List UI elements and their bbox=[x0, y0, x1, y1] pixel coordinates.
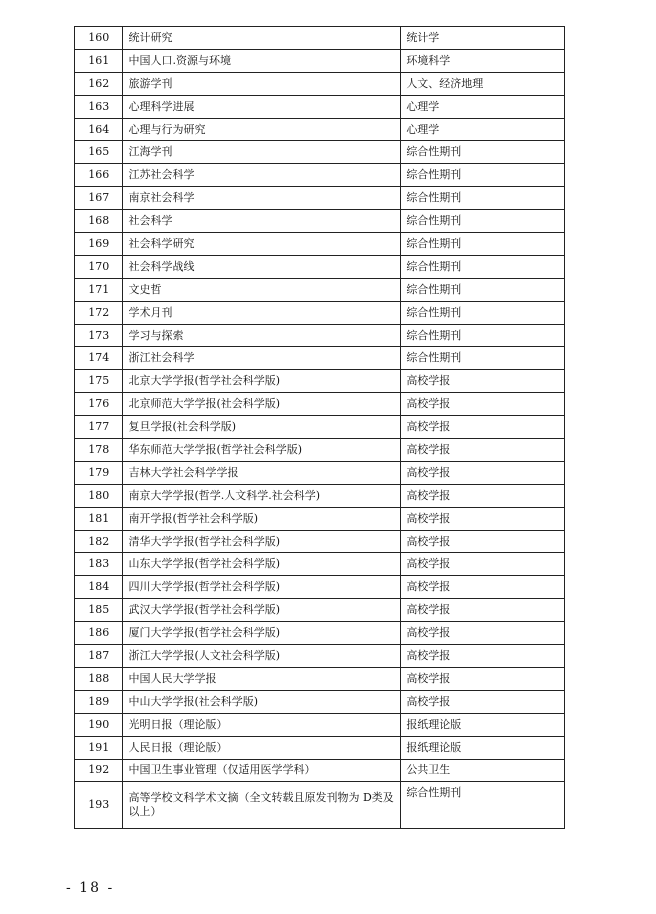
journal-name: 浙江大学学报(人文社会科学版) bbox=[123, 645, 401, 668]
journal-name: 南开学报(哲学社会科学版) bbox=[123, 507, 401, 530]
journal-name: 统计研究 bbox=[123, 27, 401, 50]
journal-name: 人民日报（理论版） bbox=[123, 736, 401, 759]
row-number: 174 bbox=[75, 347, 123, 370]
journal-name: 社会科学 bbox=[123, 210, 401, 233]
row-number: 185 bbox=[75, 599, 123, 622]
row-number: 172 bbox=[75, 301, 123, 324]
row-number: 173 bbox=[75, 324, 123, 347]
journal-category: 高校学报 bbox=[401, 530, 565, 553]
row-number: 171 bbox=[75, 278, 123, 301]
row-number: 181 bbox=[75, 507, 123, 530]
journal-category: 综合性期刊 bbox=[401, 347, 565, 370]
journal-name: 四川大学学报(哲学社会科学版) bbox=[123, 576, 401, 599]
journal-name: 吉林大学社会科学学报 bbox=[123, 461, 401, 484]
journal-category: 综合性期刊 bbox=[401, 255, 565, 278]
journal-name: 江苏社会科学 bbox=[123, 164, 401, 187]
journal-name: 北京师范大学学报(社会科学版) bbox=[123, 393, 401, 416]
table-row bbox=[75, 301, 565, 324]
journal-name: 学习与探索 bbox=[123, 324, 401, 347]
row-number: 179 bbox=[75, 461, 123, 484]
journal-name: 复旦学报(社会科学版) bbox=[123, 416, 401, 439]
journal-category: 报纸理论版 bbox=[401, 736, 565, 759]
journal-name: 中国人口.资源与环境 bbox=[123, 49, 401, 72]
table-row bbox=[75, 484, 565, 507]
table-row bbox=[75, 782, 565, 829]
journal-category: 公共卫生 bbox=[401, 759, 565, 782]
row-number: 160 bbox=[75, 27, 123, 50]
journal-name: 旅游学刊 bbox=[123, 72, 401, 95]
journal-name: 心理与行为研究 bbox=[123, 118, 401, 141]
journal-name: 文史哲 bbox=[123, 278, 401, 301]
table-row bbox=[75, 324, 565, 347]
journal-name: 浙江社会科学 bbox=[123, 347, 401, 370]
journal-category: 人文、经济地理 bbox=[401, 72, 565, 95]
table-row bbox=[75, 690, 565, 713]
row-number: 166 bbox=[75, 164, 123, 187]
row-number: 190 bbox=[75, 713, 123, 736]
journal-category: 综合性期刊 bbox=[401, 278, 565, 301]
journal-category: 综合性期刊 bbox=[401, 210, 565, 233]
journal-category: 综合性期刊 bbox=[401, 164, 565, 187]
row-number: 162 bbox=[75, 72, 123, 95]
row-number: 177 bbox=[75, 416, 123, 439]
journal-category: 环境科学 bbox=[401, 49, 565, 72]
journal-table-body bbox=[75, 27, 565, 829]
journal-name: 心理科学进展 bbox=[123, 95, 401, 118]
row-number: 188 bbox=[75, 667, 123, 690]
table-row bbox=[75, 736, 565, 759]
table-row bbox=[75, 164, 565, 187]
row-number: 191 bbox=[75, 736, 123, 759]
row-number: 169 bbox=[75, 233, 123, 256]
table-row bbox=[75, 576, 565, 599]
row-number: 167 bbox=[75, 187, 123, 210]
row-number: 178 bbox=[75, 439, 123, 462]
journal-name: 厦门大学学报(哲学社会科学版) bbox=[123, 622, 401, 645]
journal-category: 高校学报 bbox=[401, 599, 565, 622]
journal-name: 南京社会科学 bbox=[123, 187, 401, 210]
table-row bbox=[75, 95, 565, 118]
table-row bbox=[75, 759, 565, 782]
table-row bbox=[75, 370, 565, 393]
table-row bbox=[75, 187, 565, 210]
row-number: 183 bbox=[75, 553, 123, 576]
journal-category: 综合性期刊 bbox=[401, 187, 565, 210]
journal-category: 高校学报 bbox=[401, 439, 565, 462]
table-row bbox=[75, 49, 565, 72]
row-number: 193 bbox=[75, 782, 123, 829]
table-row bbox=[75, 72, 565, 95]
journal-category: 高校学报 bbox=[401, 393, 565, 416]
journal-name: 清华大学学报(哲学社会科学版) bbox=[123, 530, 401, 553]
journal-table bbox=[74, 26, 565, 829]
row-number: 176 bbox=[75, 393, 123, 416]
row-number: 187 bbox=[75, 645, 123, 668]
journal-name: 华东师范大学学报(哲学社会科学版) bbox=[123, 439, 401, 462]
journal-category: 心理学 bbox=[401, 118, 565, 141]
table-row bbox=[75, 507, 565, 530]
row-number: 186 bbox=[75, 622, 123, 645]
journal-category: 高校学报 bbox=[401, 645, 565, 668]
journal-category: 高校学报 bbox=[401, 667, 565, 690]
journal-name: 江海学刊 bbox=[123, 141, 401, 164]
table-row bbox=[75, 553, 565, 576]
journal-name: 北京大学学报(哲学社会科学版) bbox=[123, 370, 401, 393]
journal-category: 高校学报 bbox=[401, 690, 565, 713]
row-number: 184 bbox=[75, 576, 123, 599]
journal-name: 山东大学学报(哲学社会科学版) bbox=[123, 553, 401, 576]
journal-category: 高校学报 bbox=[401, 576, 565, 599]
table-row bbox=[75, 416, 565, 439]
journal-category: 高校学报 bbox=[401, 484, 565, 507]
journal-name: 社会科学研究 bbox=[123, 233, 401, 256]
row-number: 164 bbox=[75, 118, 123, 141]
row-number: 175 bbox=[75, 370, 123, 393]
table-row bbox=[75, 233, 565, 256]
table-row bbox=[75, 210, 565, 233]
row-number: 182 bbox=[75, 530, 123, 553]
row-number: 180 bbox=[75, 484, 123, 507]
table-row bbox=[75, 278, 565, 301]
journal-category: 综合性期刊 bbox=[401, 324, 565, 347]
page-number: - 18 - bbox=[66, 880, 115, 896]
journal-category: 高校学报 bbox=[401, 416, 565, 439]
journal-name: 中国卫生事业管理（仅适用医学学科） bbox=[123, 759, 401, 782]
table-row bbox=[75, 645, 565, 668]
table-row bbox=[75, 141, 565, 164]
journal-name: 武汉大学学报(哲学社会科学版) bbox=[123, 599, 401, 622]
journal-name: 中国人民大学学报 bbox=[123, 667, 401, 690]
row-number: 163 bbox=[75, 95, 123, 118]
table-row bbox=[75, 118, 565, 141]
row-number: 161 bbox=[75, 49, 123, 72]
table-row bbox=[75, 713, 565, 736]
row-number: 170 bbox=[75, 255, 123, 278]
row-number: 168 bbox=[75, 210, 123, 233]
journal-category: 心理学 bbox=[401, 95, 565, 118]
table-row bbox=[75, 27, 565, 50]
journal-name: 中山大学学报(社会科学版) bbox=[123, 690, 401, 713]
journal-name: 光明日报（理论版） bbox=[123, 713, 401, 736]
journal-category: 高校学报 bbox=[401, 553, 565, 576]
table-row bbox=[75, 393, 565, 416]
table-row bbox=[75, 255, 565, 278]
row-number: 192 bbox=[75, 759, 123, 782]
journal-category: 报纸理论版 bbox=[401, 713, 565, 736]
row-number: 189 bbox=[75, 690, 123, 713]
journal-category: 高校学报 bbox=[401, 622, 565, 645]
row-number: 165 bbox=[75, 141, 123, 164]
journal-name: 社会科学战线 bbox=[123, 255, 401, 278]
table-row bbox=[75, 439, 565, 462]
journal-category: 高校学报 bbox=[401, 461, 565, 484]
table-row bbox=[75, 530, 565, 553]
journal-category: 高校学报 bbox=[401, 507, 565, 530]
journal-category: 高校学报 bbox=[401, 370, 565, 393]
table-row bbox=[75, 347, 565, 370]
table-row bbox=[75, 622, 565, 645]
table-row bbox=[75, 461, 565, 484]
journal-name: 学术月刊 bbox=[123, 301, 401, 324]
journal-category: 综合性期刊 bbox=[401, 301, 565, 324]
journal-category: 综合性期刊 bbox=[401, 782, 565, 829]
journal-category: 综合性期刊 bbox=[401, 233, 565, 256]
journal-name: 南京大学学报(哲学.人文科学.社会科学) bbox=[123, 484, 401, 507]
journal-name: 高等学校文科学术文摘（全文转载且原发刊物为 D类及以上） bbox=[123, 782, 401, 829]
journal-category: 统计学 bbox=[401, 27, 565, 50]
table-row bbox=[75, 667, 565, 690]
journal-category: 综合性期刊 bbox=[401, 141, 565, 164]
table-row bbox=[75, 599, 565, 622]
